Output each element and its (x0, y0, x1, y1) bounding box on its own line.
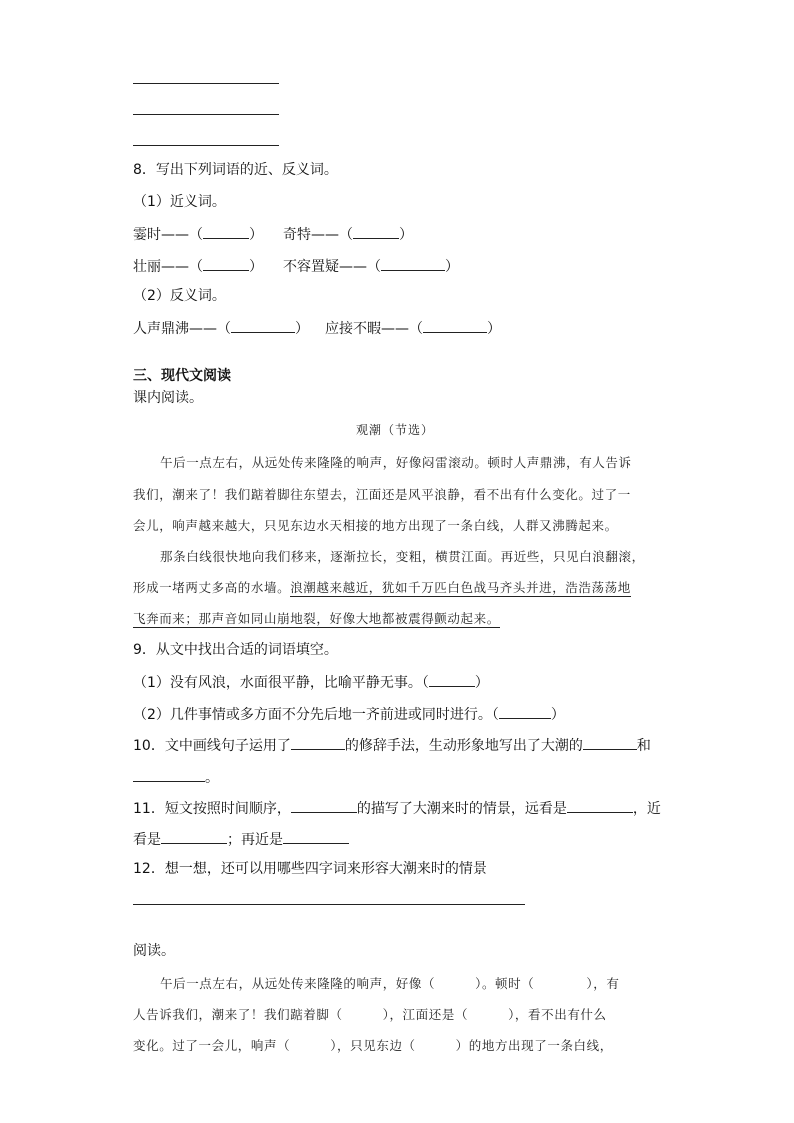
q8-row3-b-label: 应接不暇——（ (325, 321, 423, 337)
section-3-intro: 课内阅读。 (133, 390, 203, 406)
q8-row1-a-close: ） (249, 227, 263, 243)
q8-row2-b-label: 不容置疑——（ (283, 259, 381, 275)
passage-p2-line2 (133, 578, 631, 596)
q11-text-5: ；再近是 (227, 832, 283, 848)
question-9-title: 9．从文中找出合适的词语填空。 (133, 642, 338, 658)
q8-row3-b-blank[interactable] (423, 318, 487, 333)
q9-sub1-blank[interactable] (429, 672, 475, 687)
reading-2-intro: 阅读。 (133, 943, 175, 959)
q9-sub1-close: ） (474, 675, 489, 691)
q8-row1 (133, 224, 263, 244)
q8-row3-a-label: 人声鼎沸——（ (133, 321, 231, 337)
q11-text-1: 11．短文按照时间顺序， (133, 801, 291, 817)
q8-row1-a-label: 霎时——（ (133, 227, 203, 243)
q8-sub1-label: （1）近义词。 (133, 194, 226, 210)
question-10-line1 (133, 735, 651, 755)
answer-line-1[interactable] (133, 83, 279, 84)
q9-sub2-blank[interactable] (499, 704, 551, 719)
q11-blank-4[interactable] (283, 829, 349, 844)
q11-blank-2[interactable] (567, 798, 633, 813)
question-8-title: 8．写出下列词语的近、反义词。 (133, 162, 338, 178)
passage-p1-line2: 我们，潮来了！我们踮着脚往东望去，江面还是风平浪静，看不出有什么变化。过了一 (133, 487, 631, 502)
reading-2-line1 (160, 974, 619, 992)
q10-blank-2[interactable] (583, 735, 637, 750)
answer-line-3[interactable] (133, 145, 279, 146)
q9-sub2 (133, 704, 565, 724)
q10-blank-1[interactable] (291, 735, 345, 750)
q11-blank-1[interactable] (291, 798, 357, 813)
q8-row3-a-blank[interactable] (231, 318, 295, 333)
r2-l3-text-a: 变化。过了一会儿，响声（ (133, 1038, 291, 1053)
q9-sub2-text: （2）几件事情或多方面不分先后地一齐前进或同时进行。（ (133, 707, 499, 723)
q10-text-1: 10．文中画线句子运用了 (133, 738, 291, 754)
q9-sub1 (133, 672, 489, 692)
q8-row2-b-close: ） (445, 259, 459, 275)
q8-row2-b-blank[interactable] (381, 256, 445, 271)
passage-p2-line2-plain: 形成一堵两丈多高的水墙。 (133, 580, 291, 595)
answer-line-2[interactable] (133, 114, 279, 115)
passage-p2-line1: 那条白线很快地向我们移来，逐渐拉长，变粗，横贯江面。再近些，只见白浪翻滚， (160, 549, 645, 564)
r2-l3-text-b: ），只见东边（ (330, 1038, 416, 1053)
question-11-line1 (133, 798, 661, 818)
question-11-line2 (133, 829, 349, 849)
r2-l1-text-a: 午后一点左右，从远处传来隆隆的响声，好像（ (160, 976, 436, 991)
q8-row1-b-label: 奇特——（ (283, 227, 353, 243)
reading-2-line3 (133, 1036, 613, 1054)
section-3-title: 三、现代文阅读 (133, 368, 231, 384)
q8-row3 (133, 318, 309, 338)
q8-row2-a-blank[interactable] (203, 256, 249, 271)
q9-sub2-close: ） (550, 707, 565, 723)
q11-text-2: 的描写了大潮来时的情景，远看是 (356, 801, 567, 817)
q8-row2-a-label: 壮丽——（ (133, 259, 203, 275)
r2-l2-text-a: 人告诉我们，潮来了！我们踮着脚（ (133, 1007, 343, 1022)
passage-underlined-sentence-end: 飞奔而来；那声音如同山崩地裂，好像大地都被震得颤动起来。 (133, 611, 500, 626)
r2-l2-text-c: ），看不出有什么 (508, 1007, 607, 1022)
q9-sub1-text: （1）没有风浪，水面很平静，比喻平静无事。（ (133, 675, 429, 691)
q8-row1-b-close: ） (399, 227, 413, 243)
q8-row3-b-close: ） (487, 321, 501, 337)
q8-row1b (283, 224, 413, 244)
q10-text-2: 的修辞手法，生动形象地写出了大潮的 (344, 738, 583, 754)
passage-underlined-sentence-start: 浪潮越来越近，犹如千万匹白色战马齐头并进，浩浩荡荡地 (290, 580, 631, 595)
q8-row2-a-close: ） (249, 259, 263, 275)
q8-sub2-label: （2）反义词。 (133, 288, 226, 304)
q8-row1-a-blank[interactable] (203, 224, 249, 239)
r2-l1-text-b: ）。顿时（ (475, 976, 535, 991)
q10-text-3: 和 (636, 738, 651, 754)
reading-2-line2 (133, 1005, 607, 1023)
question-12-title: 12．想一想，还可以用哪些四字词来形容大潮来时的情景 (133, 861, 487, 877)
r2-l3-text-c: ）的地方出现了一条白线， (455, 1038, 613, 1053)
q8-row2 (133, 256, 263, 276)
q11-text-3: ，近 (632, 801, 661, 817)
passage-p1-line3: 会儿，响声越来越大，只见东边水天相接的地方出现了一条白线，人群又沸腾起来。 (133, 518, 618, 533)
q8-row2b (283, 256, 459, 276)
passage-title: 观潮（节选） (356, 423, 435, 437)
q11-blank-3[interactable] (161, 829, 227, 844)
q8-row3-a-close: ） (295, 321, 309, 337)
q10-blank-3[interactable] (133, 767, 205, 782)
passage-p2-line3 (133, 609, 500, 627)
r2-l2-text-b: ），江面还是（ (382, 1007, 469, 1022)
r2-l1-text-c: ），有 (586, 976, 620, 991)
q8-row3b (325, 318, 501, 338)
q8-row1-b-blank[interactable] (353, 224, 399, 239)
passage-p1-line1: 午后一点左右，从远处传来隆隆的响声，好像闷雷滚动。顿时人声鼎沸，有人告诉 (160, 455, 632, 470)
question-10-line2 (133, 767, 219, 787)
q12-answer-line[interactable] (133, 904, 525, 905)
q10-text-4: 。 (205, 770, 219, 786)
q11-text-4: 看是 (133, 832, 161, 848)
